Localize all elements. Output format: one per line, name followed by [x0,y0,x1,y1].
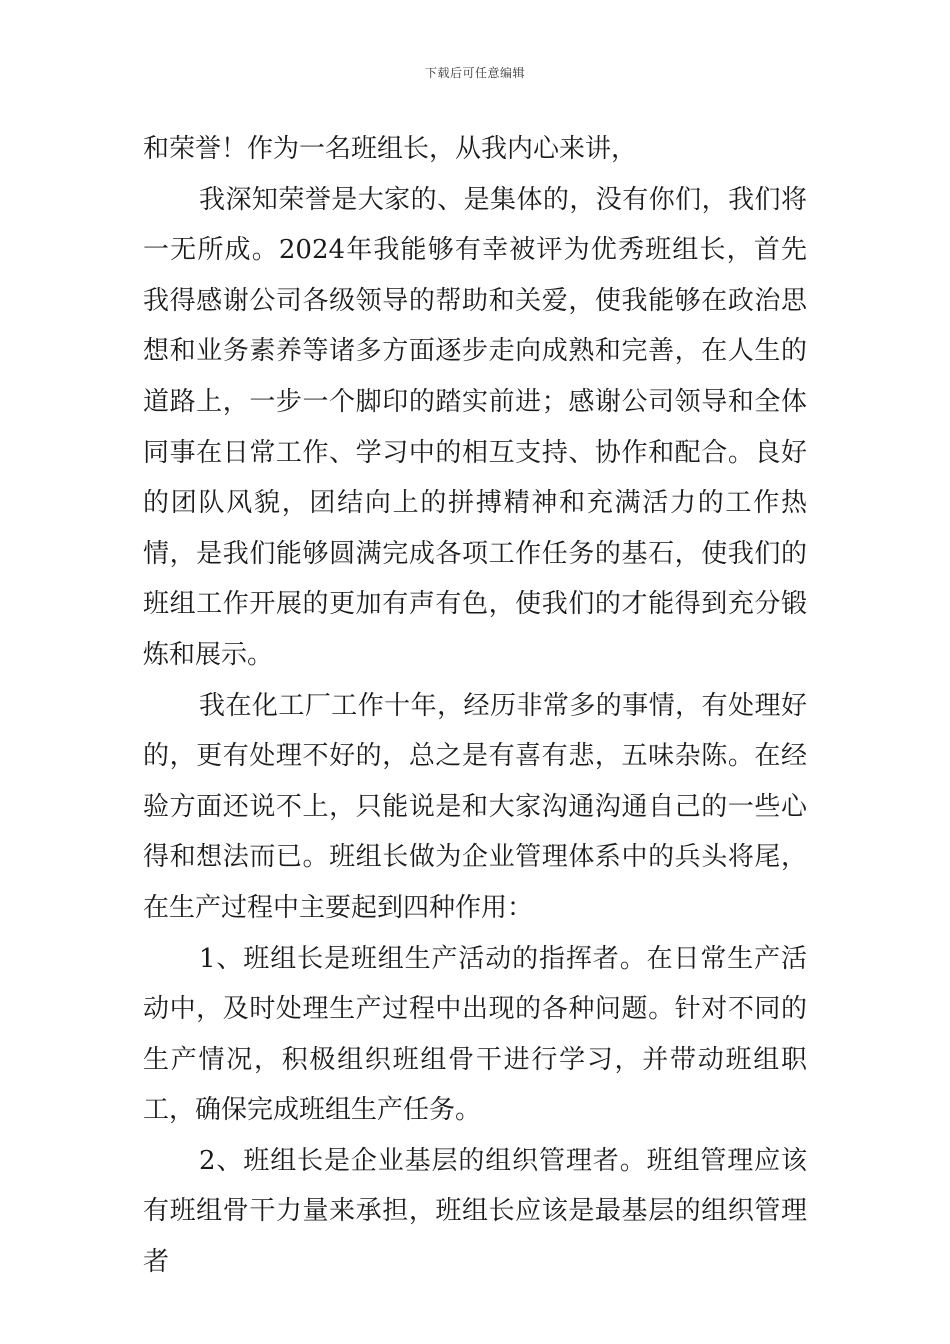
paragraph: 我深知荣誉是大家的、是集体的，没有你们，我们将一无所成。2024年我能够有幸被评为优秀班组长，首先我得感谢公司各级领导的帮助和关爱，使我能够在政治思想和业务素养等诸多方面逐步走向成熟和完善，在人生的道路上，一步一个脚印的踏实前进；感谢公司领导和全体同事在日常工作、学习中的相互支持、协作和配合。良好的团队风貌，团结向上的拼搏精神和充满活力的工作热情，是我们能够圆满完成各项工作任务的基石，使我们的班组工作开展的更加有声有色，使我们的才能得到充分锻炼和展示。 [143,184,807,670]
paragraph: 和荣誉！作为一名班组长，从我内心来讲， [143,134,638,164]
paragraph: 我在化工厂工作十年，经历非常多的事情，有处理好的，更有处理不好的，总之是有喜有悲，五味杂陈。在经验方面还说不上，只能说是和大家沟通沟通自己的一些心得和想法而已。班组长做为企业管理体系中的兵头将尾，在生产过程中主要起到四种作用： [143,690,807,923]
page-header: 下载后可任意编辑 [424,66,525,80]
document-body [143,124,807,1288]
paragraph: 2、班组长是企业基层的组织管理者。班组管理应该有班组骨干力量来承担，班组长应该是最基层的组织管理者 [143,1145,807,1278]
paragraph: 1、班组长是班组生产活动的指挥者。在日常生产活动中，及时处理生产过程中出现的各种问题。针对不同的生产情况，积极组织班组骨干进行学习，并带动班组职工，确保完成班组生产任务。 [143,943,807,1126]
